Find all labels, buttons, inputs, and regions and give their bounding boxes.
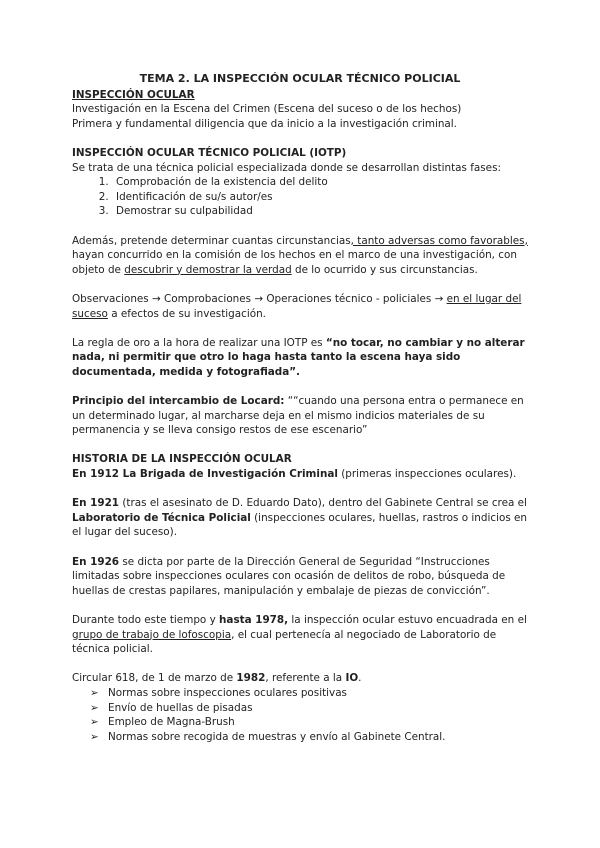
section-heading-iotp: INSPECCIÓN OCULAR TÉCNICO POLICIAL (IOTP)	[72, 146, 347, 159]
section-heading-inspeccion-ocular: INSPECCIÓN OCULAR	[72, 88, 195, 101]
paragraph-purpose: Además, pretende determinar cuantas circunstancias, tanto adversas como favorables, hayan concurrido en la comisión de los hechos en el marco de una investigación, con objeto de descubrir y demostrar la verdad de lo ocurrido y sus circunstancias.	[72, 234, 528, 276]
paragraph-1921: En 1921 (tras el asesinato de D. Eduardo Dato), dentro del Gabinete Central se crea el Laboratorio de Técnica Policial (inspecciones oculares, huellas, rastros o indicios en el lugar del suceso).	[72, 497, 528, 539]
paragraph-1912: En 1912 La Brigada de Investigación Criminal (primeras inspecciones oculares).	[72, 468, 517, 481]
page-title: TEMA 2. LA INSPECCIÓN OCULAR TÉCNICO POLICIAL	[139, 72, 461, 85]
section-heading-historia: HISTORIA DE LA INSPECCIÓN OCULAR	[72, 453, 292, 466]
paragraph-line: Investigación en la Escena del Crimen (Escena del suceso o de los hechos)	[72, 103, 462, 116]
list-item: ➢ Normas sobre recogida de muestras y envío al Gabinete Central.	[90, 730, 446, 743]
paragraph-1926: En 1926 se dicta por parte de la Dirección General de Seguridad “Instrucciones limitadas sobre inspecciones oculares con ocasión de delitos de robo, búsqueda de huellas de crestas papilares, manipulación y embalaje de piezas de convicción”.	[72, 555, 506, 597]
arrow-bullet-icon: ➢	[90, 730, 99, 743]
paragraph-circular-618: Circular 618, de 1 de marzo de 1982, referente a la IO.	[72, 672, 362, 685]
paragraph-intro: Se trata de una técnica policial especializada donde se desarrollan distintas fases:	[72, 161, 501, 174]
arrow-bullet-icon: ➢	[90, 716, 99, 729]
arrow-bullet-icon: ➢	[90, 686, 99, 699]
paragraph-line: Primera y fundamental diligencia que da inicio a la investigación criminal.	[72, 117, 457, 130]
arrow-bullet-icon: ➢	[90, 701, 99, 714]
paragraph-1978: Durante todo este tiempo y hasta 1978, la inspección ocular estuvo encuadrada en el grupo de trabajo de lofoscopia, el cual pertenecía al negociado de Laboratorio de técnica policial.	[72, 613, 527, 656]
circular-items-list	[72, 686, 528, 744]
phases-list	[72, 175, 528, 219]
list-item: ➢ Envío de huellas de pisadas	[90, 701, 253, 714]
list-item: ➢ Normas sobre inspecciones oculares positivas	[90, 686, 347, 699]
paragraph-locard: Principio del intercambio de Locard: ““cuando una persona entra o permanece en un determinado lugar, al marcharse deja en el mismo indicios materiales de su permanencia y se lleva consigo restos de ese escenario”	[72, 395, 524, 437]
paragraph-process: Observaciones → Comprobaciones → Operaciones técnico - policiales → en el lugar del suceso a efectos de su investigación.	[72, 292, 522, 320]
list-item: ➢ Empleo de Magna-Brush	[90, 716, 235, 729]
list-item: 3. Demostrar su culpabilidad	[112, 204, 528, 219]
list-item: 1. Comprobación de la existencia del delito	[112, 175, 528, 190]
paragraph-golden-rule: La regla de oro a la hora de realizar una IOTP es “no tocar, no cambiar y no alterar nada, ni permitir que otro lo haga hasta tanto la escena haya sido documentada, medida y fotografiada”.	[72, 336, 525, 378]
list-item: 2. Identificación de su/s autor/es	[112, 190, 528, 205]
